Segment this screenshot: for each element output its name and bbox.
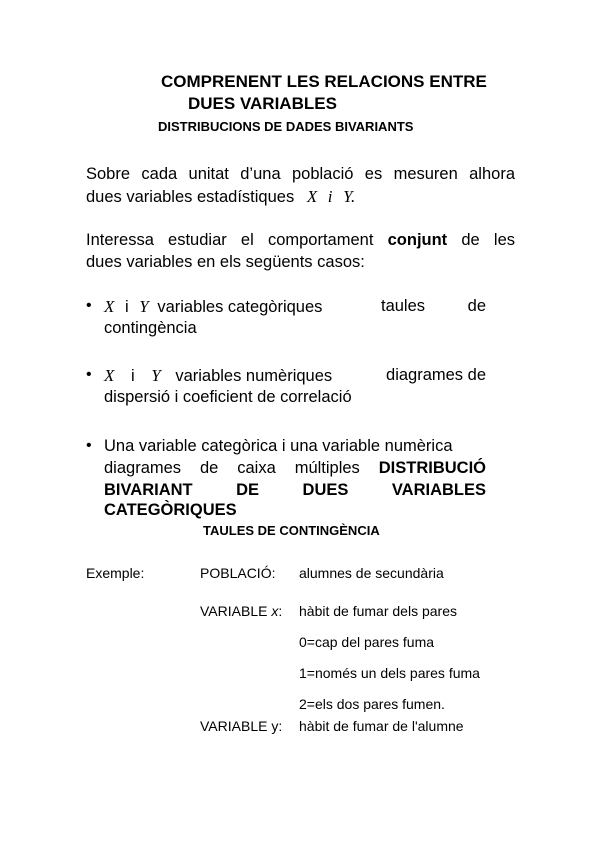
- case-1-line-2: contingència: [104, 319, 197, 337]
- bullet-3: •: [86, 437, 92, 454]
- code-1: 1=només un dels pares fuma: [299, 665, 480, 681]
- case-2-var-y: Y: [151, 366, 161, 385]
- case-1-conj: i: [124, 298, 129, 316]
- bullet-2: •: [86, 366, 92, 383]
- page-subtitle: DISTRIBUCIONS DE DADES BIVARIANTS: [158, 119, 414, 134]
- variable-x-label-var: x: [271, 603, 279, 619]
- interest-line-1: [86, 231, 515, 250]
- case-3-line-2-text: diagrames de caixa múltiples: [104, 459, 360, 477]
- code-0: 0=cap del pares fuma: [299, 634, 435, 650]
- case-3-line-2: [104, 459, 486, 478]
- interest-text-post: de les: [461, 231, 515, 249]
- page-title-line-1: COMPRENENT LES RELACIONS ENTRE: [161, 72, 487, 91]
- case-3-line-4: CATEGÒRIQUES: [104, 501, 237, 519]
- intro-line-1: Sobre cada unitat d’una població es mesuren alhora: [86, 165, 515, 183]
- interest-line-2: dues variables en els següents casos:: [86, 253, 365, 271]
- variable-y-value: hàbit de fumar de l'alumne: [299, 718, 464, 734]
- case-1-word-1: variables categòriques: [157, 298, 323, 316]
- case-3-line-2-bold: DISTRIBUCIÓ: [378, 459, 486, 477]
- variable-x-label-text: VARIABLE: [200, 603, 268, 619]
- case-1-var-x: X: [104, 297, 115, 316]
- case-2-word-2: diagrames de: [386, 366, 486, 384]
- case-2-var-x: X: [104, 366, 115, 385]
- bullet-1: •: [86, 297, 92, 314]
- interest-text-pre: Interessa estudiar el comportament: [86, 231, 374, 249]
- code-2: 2=els dos pares fumen.: [299, 696, 445, 712]
- page-title-line-2: DUES VARIABLES: [188, 94, 337, 113]
- case-1-word-3: de: [467, 297, 486, 315]
- variable-y: Y.: [343, 187, 356, 206]
- case-1-word-2: taules: [381, 297, 426, 315]
- case-1-line-1: [104, 297, 486, 319]
- population-value: alumnes de secundària: [299, 565, 444, 581]
- case-3-line-3: BIVARIANT DE DUES VARIABLES: [104, 481, 486, 499]
- population-label: POBLACIÓ:: [200, 565, 276, 581]
- example-label: Exemple:: [86, 565, 145, 581]
- conjunction: i: [327, 187, 333, 206]
- variable-x-label: [200, 603, 282, 619]
- intro-line-2: [86, 187, 355, 207]
- section-heading: TAULES DE CONTINGÈNCIA: [203, 523, 380, 538]
- case-1-var-y: Y: [139, 297, 149, 316]
- interest-bold-word: conjunt: [387, 231, 448, 249]
- case-2-conj: i: [130, 367, 135, 385]
- variable-y-label: VARIABLE y:: [200, 718, 283, 734]
- variable-x-label-colon: :: [278, 603, 283, 619]
- case-2-word-1: variables numèriques: [175, 367, 333, 385]
- intro-line-2-text: dues variables estadístiques: [86, 188, 295, 206]
- case-2-line-1: [104, 366, 486, 388]
- case-2-line-2: dispersió i coeficient de correlació: [104, 388, 352, 406]
- case-3-line-1: Una variable categòrica i una variable numèrica: [104, 437, 453, 455]
- variable-x: X: [306, 187, 318, 206]
- variable-x-value: hàbit de fumar dels pares: [299, 603, 457, 619]
